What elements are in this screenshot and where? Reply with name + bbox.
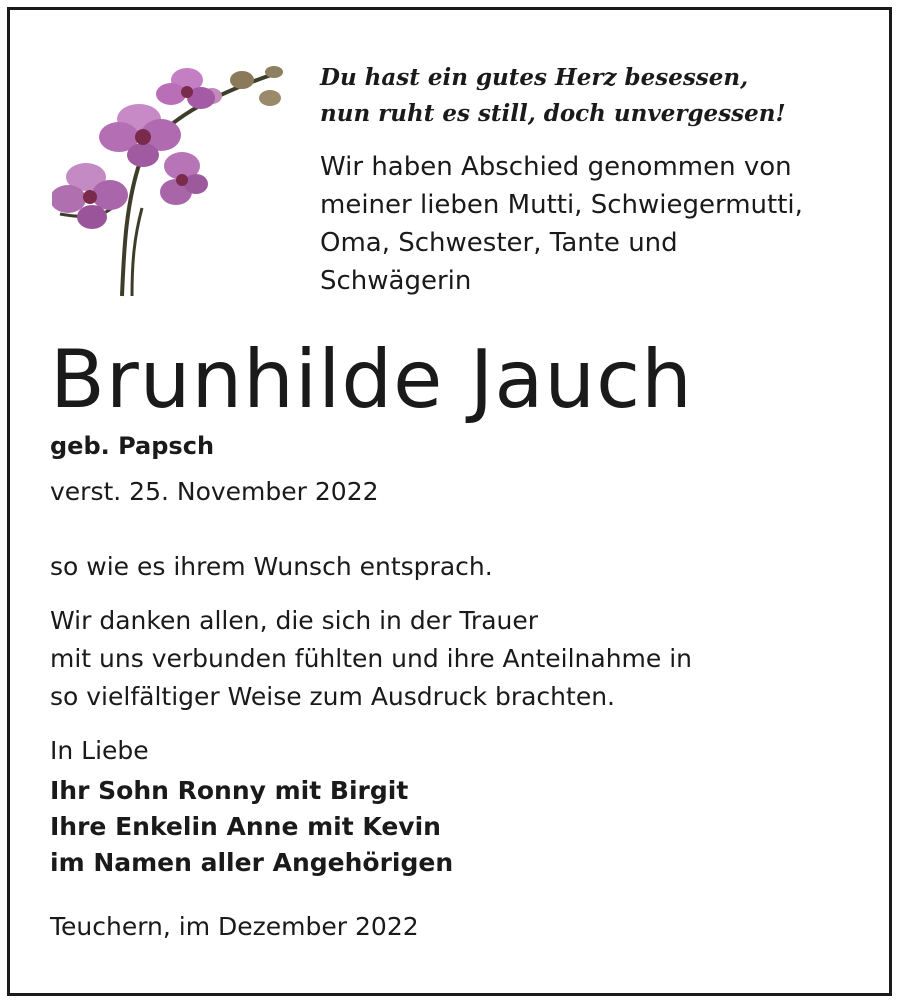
family-line: Ihr Sohn Ronny mit Birgit: [50, 776, 409, 805]
intro-line: Wir haben Abschied genommen von: [320, 152, 792, 182]
thanks-line: mit uns verbunden fühlten und ihre Anteilnahme in: [50, 644, 693, 673]
death-date: verst. 25. November 2022: [50, 477, 379, 506]
wish-text: so wie es ihrem Wunsch entsprach.: [50, 552, 493, 581]
family-signature: [50, 773, 453, 881]
thanks-line: Wir danken allen, die sich in der Trauer: [50, 606, 539, 635]
orchid-flower-icon: [52, 58, 302, 303]
thanks-line: so vielfältiger Weise zum Ausdruck brachten.: [50, 682, 615, 711]
place-date: Teuchern, im Dezember 2022: [50, 912, 419, 941]
family-line: Ihre Enkelin Anne mit Kevin: [50, 812, 441, 841]
family-line: im Namen aller Angehörigen: [50, 848, 454, 877]
closing-text: In Liebe: [50, 736, 149, 765]
memorial-quote: [320, 60, 860, 132]
intro-text: [320, 148, 860, 300]
birth-name: geb. Papsch: [50, 432, 215, 460]
intro-line: meiner lieben Mutti, Schwiegermutti,: [320, 190, 803, 220]
deceased-name: Brunhilde Jauch: [50, 333, 693, 426]
quote-line: Du hast ein gutes Herz besessen,: [320, 64, 749, 91]
thanks-text: [50, 602, 692, 716]
quote-line: nun ruht es still, doch unvergessen!: [320, 100, 786, 127]
intro-line: Schwägerin: [320, 266, 472, 296]
intro-line: Oma, Schwester, Tante und: [320, 228, 678, 258]
